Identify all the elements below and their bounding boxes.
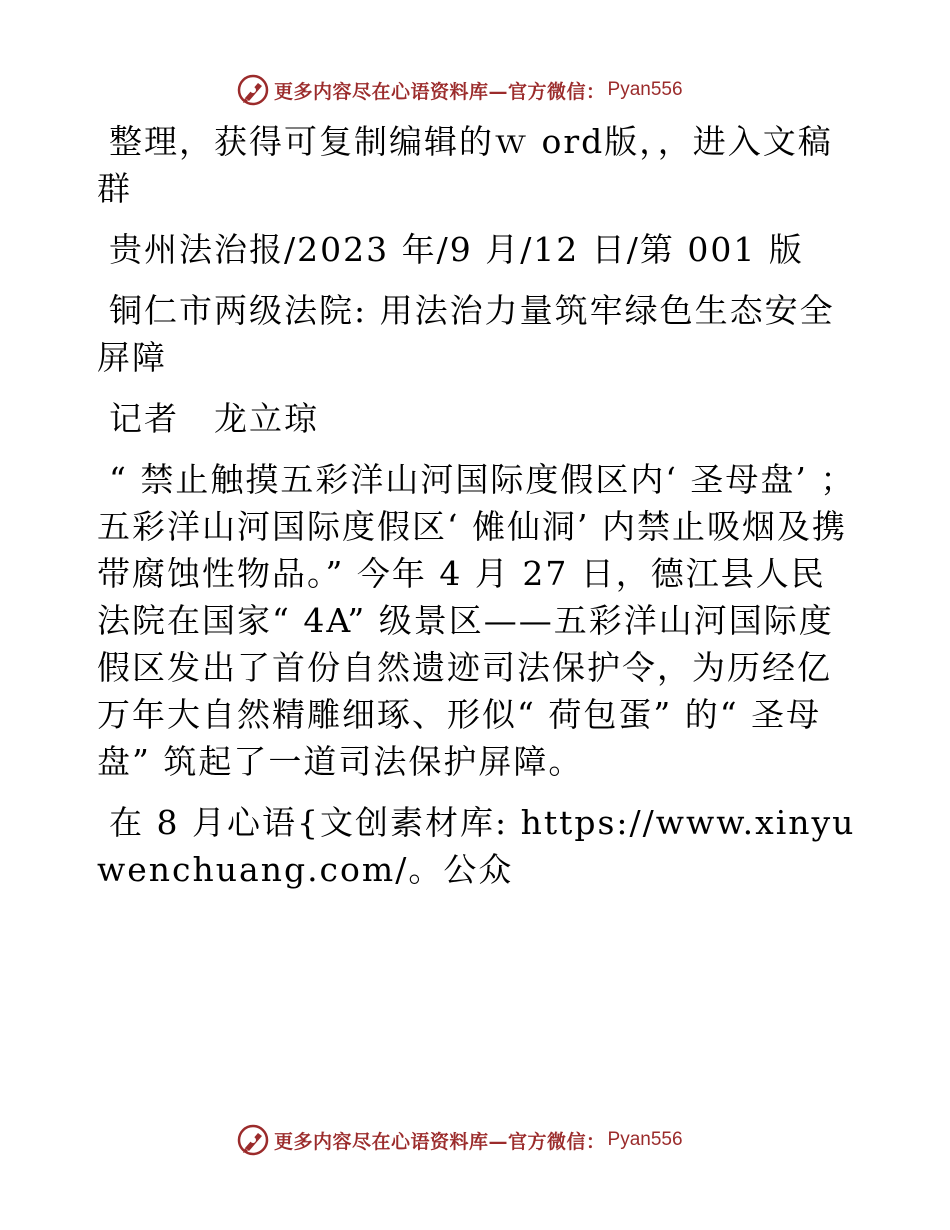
- reporter-line: 记者 龙立琼: [109, 399, 319, 438]
- watermark-account: Pyan556: [607, 79, 683, 100]
- watermark-text: 更多内容尽在心语资料库—官方微信：: [274, 1130, 606, 1153]
- article-title: 铜仁市两级法院: 用法治力量筑牢绿色生态安全屏障: [97, 291, 835, 377]
- source-line: 贵州法治报/2023 年/9 月/12 日/第 001 版: [109, 230, 804, 269]
- header-watermark: [236, 72, 683, 108]
- promo-line: 在 8 月心语{文创素材库: https://www.xinyuwenchuang.com/。公众: [97, 803, 856, 889]
- body-paragraph: “ 禁止触摸五彩洋山河国际度假区内‘ 圣母盘’ ；五彩洋山河国际度假区‘ 傩仙洞’ 内禁止吸烟及携带腐蚀性物品。” 今年 4 月 27 日，德江县人民法院在国家“ 4A” 级景区——五彩洋山河国际度假区发出了首份自然遗迹司法保护令，为历经亿万年大自然精雕细琢、形似“ 荷包蛋” 的“ 圣母盘” 筑起了一道司法保护屏障。: [97, 460, 856, 781]
- footer-watermark: [236, 1122, 683, 1158]
- document-body: [97, 118, 857, 907]
- watermark-account: Pyan556: [607, 1129, 683, 1150]
- watermark-text: 更多内容尽在心语资料库—官方微信：: [274, 80, 606, 103]
- pen-logo-icon: [236, 1123, 270, 1157]
- intro-line: 整理，获得可复制编辑的ｗ ord版，，进入文稿群: [97, 122, 833, 208]
- pen-logo-icon: [236, 73, 270, 107]
